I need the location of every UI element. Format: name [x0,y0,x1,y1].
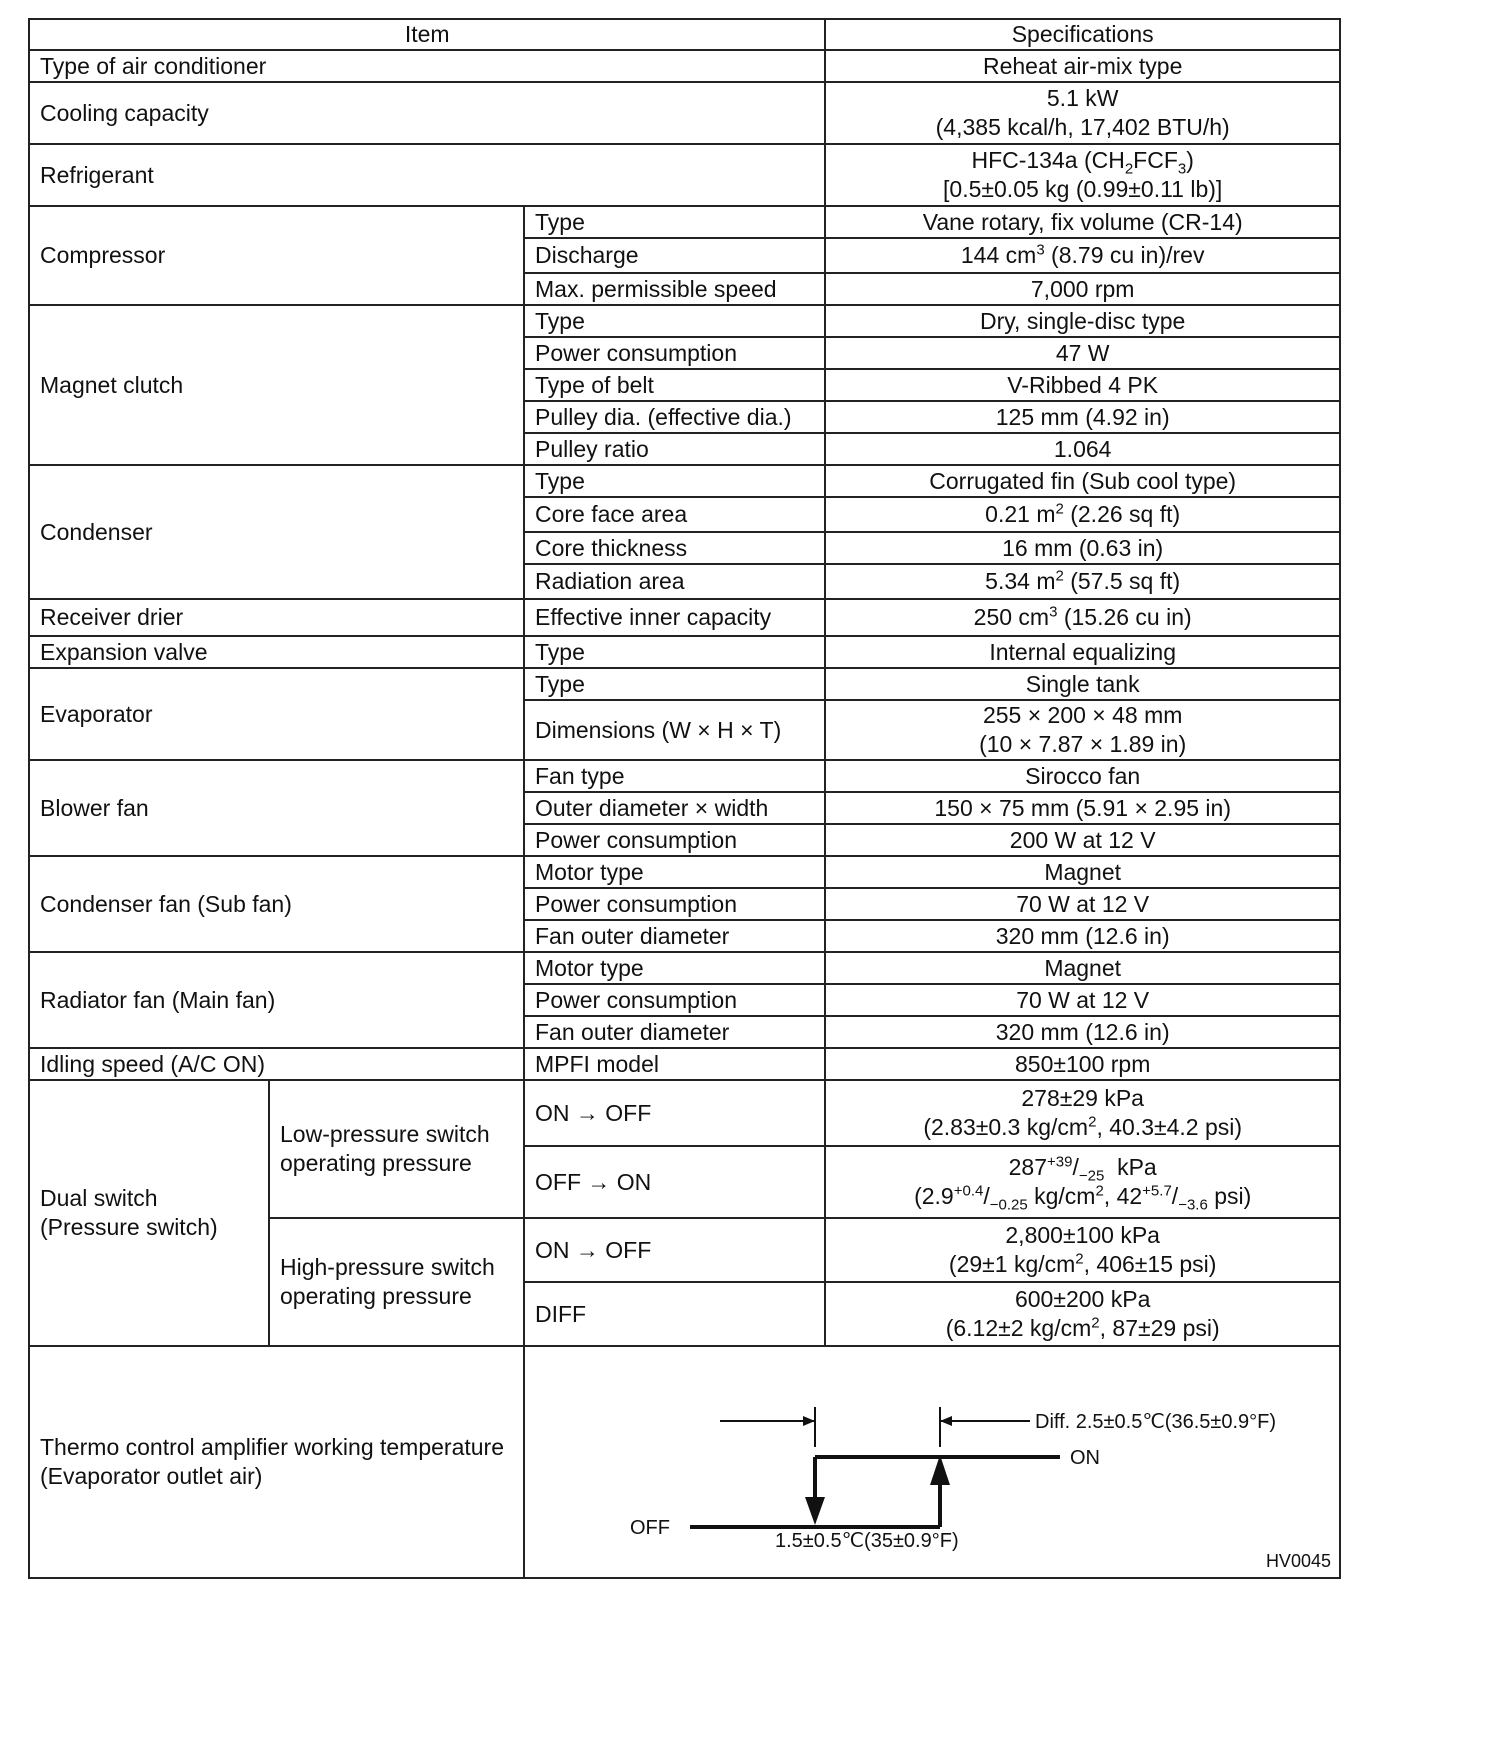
sub-label: Radiation area [524,564,825,599]
sub-label: Type [524,206,825,238]
spec-value: Magnet [825,952,1340,984]
spec-line [836,1250,1329,1279]
spec-text: HFC-134a (CH [971,147,1125,174]
sub-label: ON → OFF [524,1218,825,1282]
spec-text: 144 cm [960,242,1037,269]
spec-value: Dry, single-disc type [825,305,1340,337]
spec-text: 250 cm [973,604,1050,631]
table-row [29,1048,1340,1080]
superscript: 2 [1091,1314,1100,1332]
table-row [29,856,1340,888]
label-line: High-pressure switch [280,1254,495,1281]
diff-arrowhead-right [940,1416,952,1426]
header-item: Item [29,19,825,50]
spec-value: 16 mm (0.63 in) [825,532,1340,564]
row-label: Condenser fan (Sub fan) [29,856,524,952]
spec-value: 320 mm (12.6 in) [825,920,1340,952]
spec-text: , 406±15 psi) [1083,1251,1217,1277]
superscript: 2 [1095,1182,1104,1200]
sub-label: Pulley ratio [524,433,825,465]
down-arrow-icon [805,1497,825,1525]
sub-label: Motor type [524,856,825,888]
header-row [29,19,1340,50]
spec-value: 70 W at 12 V [825,984,1340,1016]
sub-label: Fan outer diameter [524,920,825,952]
spec-text: (2.9 [914,1183,954,1209]
row-label: Evaporator [29,668,524,760]
sub-label: Power consumption [524,888,825,920]
spec-value: 125 mm (4.92 in) [825,401,1340,433]
table-row [29,1080,1340,1146]
spec-value [825,82,1340,144]
row-label: Refrigerant [29,144,825,206]
sub-label: Type [524,305,825,337]
spec-text: 5.34 m [985,568,1056,595]
table-row [29,144,1340,206]
sub-label: Dimensions (W × H × T) [524,700,825,760]
spec-text: / [1072,1154,1079,1181]
table-row [29,465,1340,497]
spec-line: 600±200 kPa [1014,1286,1151,1313]
table-row [29,760,1340,792]
sub-label: Type of belt [524,369,825,401]
spec-text: kg/cm [1027,1183,1096,1209]
spec-text: , 42 [1103,1183,1143,1209]
spec-line [836,1153,1329,1185]
diff-label: Diff. 2.5±0.5℃(36.5±0.9°F) [1035,1411,1277,1433]
figure-code: HV0045 [1265,1551,1331,1571]
table-row [29,668,1340,700]
spec-line: 278±29 kPa [1021,1085,1144,1112]
superscript: +5.7 [1142,1182,1172,1200]
thermo-diagram-cell [524,1346,1340,1578]
row-label [29,1346,524,1578]
sub-label: Core face area [524,497,825,532]
superscript: +39 [1047,1153,1073,1171]
sub-label: Core thickness [524,532,825,564]
superscript: 2 [1088,1113,1097,1131]
sub-label: Max. permissible speed [524,273,825,305]
table-row [29,636,1340,668]
diff-arrowhead-left [803,1416,815,1426]
row-label: Expansion valve [29,636,524,668]
bottom-temperature-label: 1.5±0.5℃(35±0.9°F) [775,1530,959,1552]
sub-label: Power consumption [524,337,825,369]
sub-label: Power consumption [524,984,825,1016]
spec-line: (10 × 7.87 × 1.89 in) [979,731,1187,757]
spec-text: (2.26 sq ft) [1063,501,1181,528]
superscript: 2 [1055,567,1064,585]
spec-text: kPa [1104,1154,1157,1181]
header-specifications: Specifications [825,19,1340,50]
subscript: 2 [1124,160,1134,178]
spec-value: 150 × 75 mm (5.91 × 2.95 in) [825,792,1340,824]
spec-value: Magnet [825,856,1340,888]
up-arrow-icon [930,1455,950,1485]
spec-text: , 87±29 psi) [1099,1315,1220,1341]
spec-value [825,1080,1340,1146]
table-row [29,305,1340,337]
spec-value [825,144,1340,206]
label-line: operating pressure [280,1150,472,1176]
spec-text: (57.5 sq ft) [1063,568,1181,595]
row-label: Blower fan [29,760,524,856]
spec-line [836,1113,1329,1142]
spec-value [825,599,1340,636]
label-line: Dual switch [40,1185,158,1212]
subscript: −0.25 [989,1196,1028,1214]
off-label: OFF [630,1517,670,1539]
spec-line: 2,800±100 kPa [1005,1222,1160,1249]
sub-label: Type [524,668,825,700]
sub-label: Type [524,636,825,668]
superscript: +0.4 [953,1182,984,1200]
spec-line [836,1182,1329,1214]
sub-label: Pulley dia. (effective dia.) [524,401,825,433]
spec-text: / [983,1183,990,1209]
spec-text: (6.12±2 kg/cm [945,1315,1092,1341]
spec-value: 200 W at 12 V [825,824,1340,856]
row-label: Condenser [29,465,524,599]
sub-label: DIFF [524,1282,825,1346]
spec-value [825,238,1340,273]
row-label: Radiator fan (Main fan) [29,952,524,1048]
spec-value: 850±100 rpm [825,1048,1340,1080]
sub-label: OFF → ON [524,1146,825,1218]
spec-value: Vane rotary, fix volume (CR-14) [825,206,1340,238]
thermo-hysteresis-diagram [525,1347,1339,1577]
row-label: Receiver drier [29,599,524,636]
sub-label: ON → OFF [524,1080,825,1146]
sub-label: Motor type [524,952,825,984]
superscript: 2 [1075,1250,1084,1268]
label-line: operating pressure [280,1283,472,1309]
spec-line: 5.1 kW [1046,85,1119,112]
spec-value [825,1282,1340,1346]
spec-text: (29±1 kg/cm [948,1251,1076,1277]
table-row [29,952,1340,984]
spec-line: (4,385 kcal/h, 17,402 BTU/h) [935,114,1230,140]
sub-group-label [269,1218,524,1346]
spec-text: (15.26 cu in) [1057,604,1192,631]
spec-text: 0.21 m [985,501,1056,528]
row-label: Idling speed (A/C ON) [29,1048,524,1080]
sub-group-label [269,1080,524,1218]
table-row [29,82,1340,144]
spec-value [825,564,1340,599]
spec-value: 320 mm (12.6 in) [825,1016,1340,1048]
subscript: 3 [1177,160,1187,178]
label-line: Low-pressure switch [280,1121,490,1148]
table-row [29,599,1340,636]
superscript: 2 [1055,500,1064,518]
sub-label: Type [524,465,825,497]
spec-value [825,700,1340,760]
spec-value: 7,000 rpm [825,273,1340,305]
sub-label: MPFI model [524,1048,825,1080]
subscript: −25 [1078,1167,1105,1185]
label-line: (Evaporator outlet air) [40,1463,263,1489]
ac-specifications-table [28,18,1341,1579]
spec-value: 47 W [825,337,1340,369]
spec-text: 287 [1008,1154,1047,1181]
table-row [29,50,1340,82]
table-row [29,206,1340,238]
label-line: (Pressure switch) [40,1214,218,1240]
sub-label: Outer diameter × width [524,792,825,824]
spec-text: (2.83±0.3 kg/cm [923,1114,1089,1140]
spec-text: FCF [1133,147,1178,174]
spec-line [836,1314,1329,1343]
row-label [29,1080,269,1346]
spec-value: Single tank [825,668,1340,700]
on-label: ON [1070,1447,1100,1469]
sub-label: Fan type [524,760,825,792]
spec-value: Internal equalizing [825,636,1340,668]
spec-value: 70 W at 12 V [825,888,1340,920]
spec-text: psi) [1207,1183,1252,1209]
row-label: Compressor [29,206,524,305]
spec-text: (8.79 cu in)/rev [1044,242,1205,269]
spec-value: V-Ribbed 4 PK [825,369,1340,401]
sub-label: Power consumption [524,824,825,856]
table-row [29,1346,1340,1578]
spec-value [825,1146,1340,1218]
spec-value [825,497,1340,532]
sub-label: Effective inner capacity [524,599,825,636]
spec-value: Corrugated fin (Sub cool type) [825,465,1340,497]
sub-label: Fan outer diameter [524,1016,825,1048]
superscript: 3 [1049,603,1058,621]
spec-text: ) [1186,147,1194,174]
spec-line: [0.5±0.05 kg (0.99±0.11 lb)] [943,176,1223,202]
spec-value: Sirocco fan [825,760,1340,792]
spec-text: , 40.3±4.2 psi) [1096,1114,1243,1140]
row-label: Cooling capacity [29,82,825,144]
spec-text: / [1171,1183,1179,1209]
sub-label: Discharge [524,238,825,273]
spec-value: 1.064 [825,433,1340,465]
row-label: Type of air conditioner [29,50,825,82]
spec-value: Reheat air-mix type [825,50,1340,82]
spec-value [825,1218,1340,1282]
row-label: Magnet clutch [29,305,524,465]
spec-line [836,146,1329,178]
spec-line: 255 × 200 × 48 mm [982,702,1183,729]
label-line: Thermo control amplifier working temperature [40,1434,505,1461]
superscript: 3 [1036,241,1045,259]
subscript: −3.6 [1178,1196,1208,1214]
